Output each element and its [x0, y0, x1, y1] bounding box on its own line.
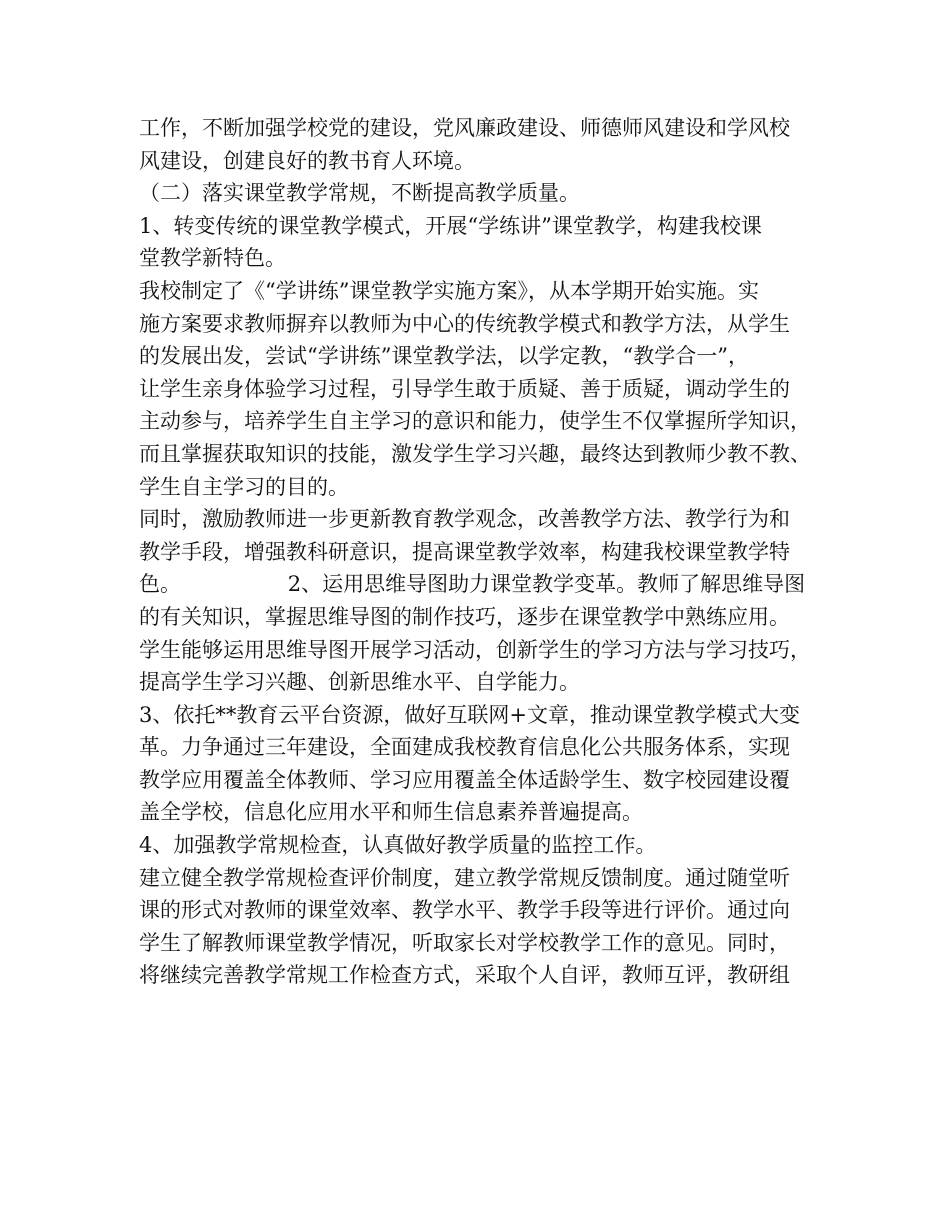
text-line: 将继续完善教学常规工作检查方式，采取个人自评，教师互评，教研组 [139, 963, 790, 988]
text-line: 我校制定了《“学讲练”课堂教学实施方案》，从本学期开始实施。实 [139, 278, 759, 303]
document-body [139, 112, 839, 992]
text-line: 施方案要求教师摒弃以教师为中心的传统教学模式和教学方法，从学生 [139, 311, 790, 336]
text-line: 3、依托**教育云平台资源，做好互联网+文章，推动课堂教学模式大变 [139, 702, 800, 727]
text-line: 风建设，创建良好的教书育人环境。 [139, 148, 475, 173]
text-line: （二）落实课堂教学常规，不断提高教学质量。 [139, 181, 580, 206]
text-line: 4、加强教学常规检查，认真做好教学质量的监控工作。 [139, 833, 657, 858]
text-line: 同时，激励教师进一步更新教育教学观念，改善教学方法、教学行为和 [139, 507, 790, 532]
text-line: 让学生亲身体验学习过程，引导学生敢于质疑、善于质疑，调动学生的 [139, 376, 790, 401]
text-line: 的发展出发，尝试“学讲练”课堂教学法，以学定教，“教学合一”， [139, 344, 749, 369]
text-line: 教学应用覆盖全体教师、学习应用覆盖全体适龄学生、数字校园建设覆 [139, 767, 790, 792]
text-line: 学生自主学习的目的。 [139, 474, 349, 499]
text-line: 1、转变传统的课堂教学模式，开展“学练讲”课堂教学，构建我校课 [139, 213, 762, 238]
text-line: 课的形式对教师的课堂效率、教学水平、教学手段等进行评价。通过向 [139, 898, 790, 923]
text-line: 而且掌握获取知识的技能，激发学生学习兴趣，最终达到教师少教不教、 [139, 441, 811, 466]
text-line: 教学手段，增强教科研意识，提高课堂教学效率，构建我校课堂教学特 [139, 539, 790, 564]
text-line: 提高学生学习兴趣、创新思维水平、自学能力。 [139, 670, 580, 695]
text-line: 学生了解教师课堂教学情况，听取家长对学校教学工作的意见。同时， [139, 930, 790, 955]
text-line: 建立健全教学常规检查评价制度，建立教学常规反馈制度。通过随堂听 [139, 865, 790, 890]
text-line: 色。 2、运用思维导图助力课堂教学变革。教师了解思维导图 [139, 572, 806, 597]
text-line: 工作，不断加强学校党的建设，党风廉政建设、师德师风建设和学风校 [139, 116, 790, 140]
text-line: 学生能够运用思维导图开展学习活动，创新学生的学习方法与学习技巧， [139, 637, 811, 662]
text-line: 主动参与，培养学生自主学习的意识和能力，使学生不仅掌握所学知识， [139, 409, 811, 434]
text-line: 革。力争通过三年建设，全面建成我校教育信息化公共服务体系，实现 [139, 735, 790, 760]
text-line: 堂教学新特色。 [139, 246, 286, 271]
text-line: 的有关知识，掌握思维导图的制作技巧，逐步在课堂教学中熟练应用。 [139, 604, 790, 629]
text-line: 盖全学校，信息化应用水平和师生信息素养普遍提高。 [139, 800, 643, 825]
